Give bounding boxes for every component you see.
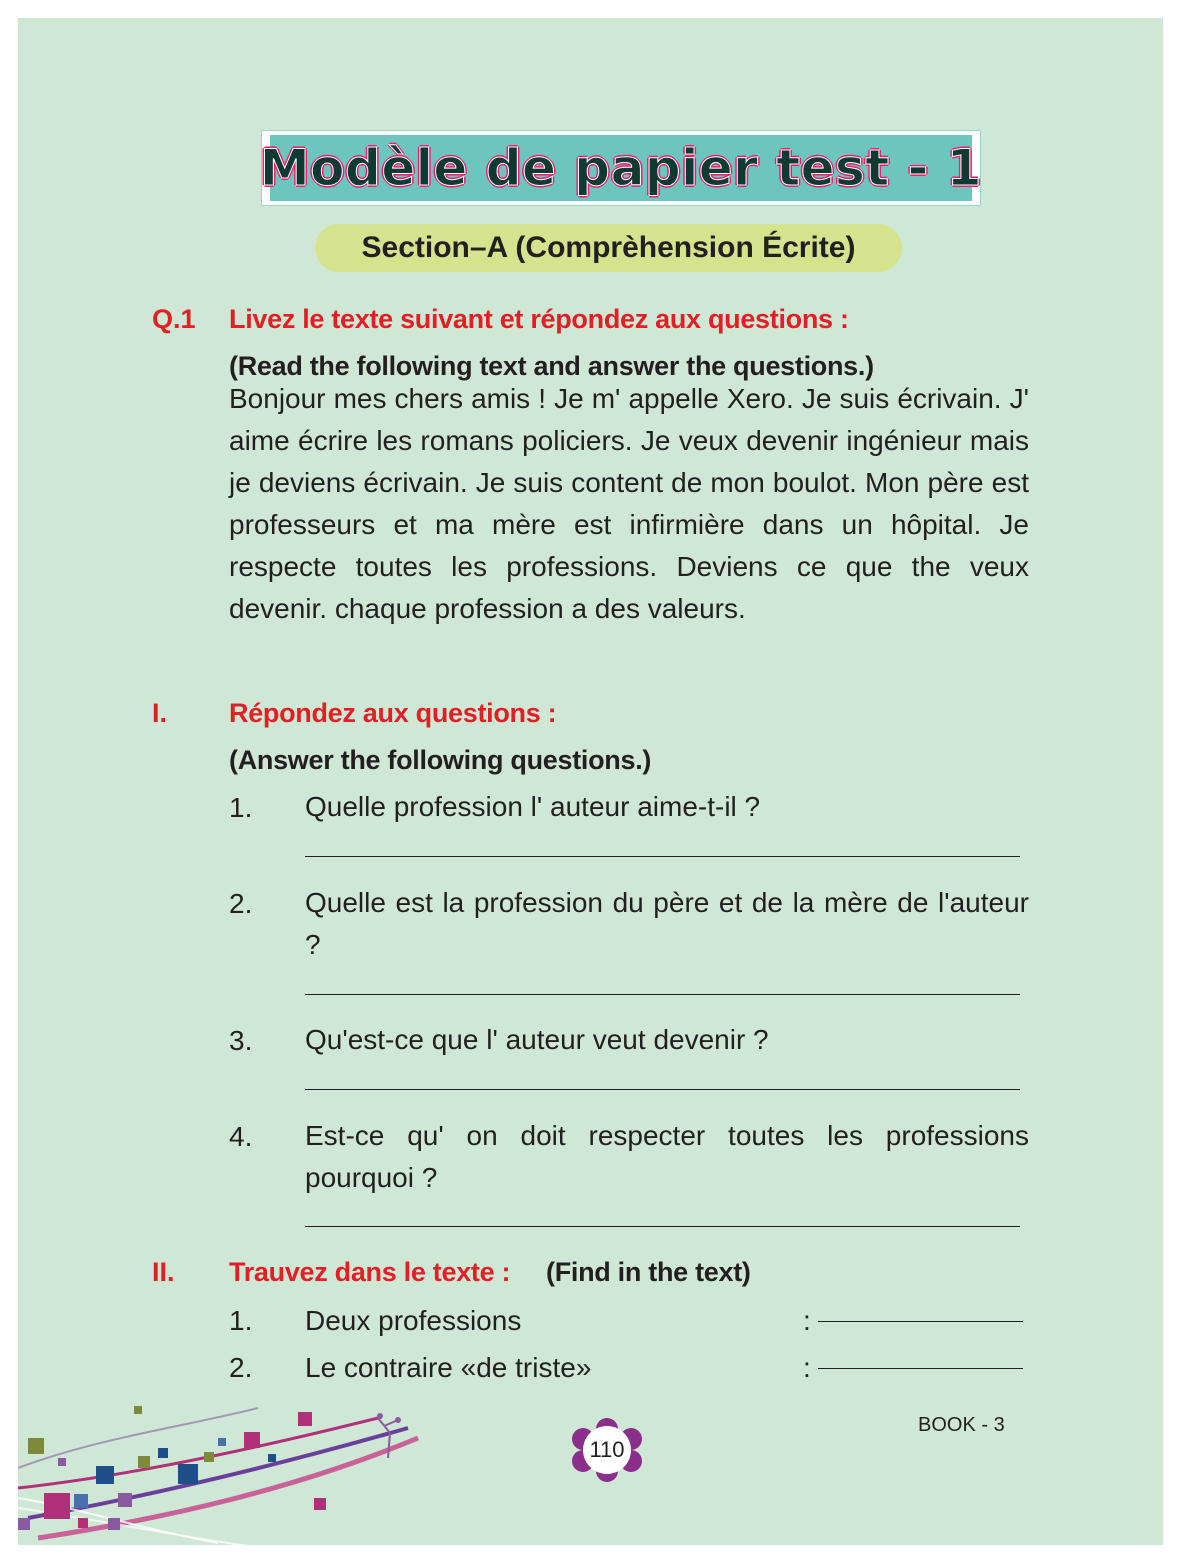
question-number: Q.1 (152, 304, 196, 334)
page (18, 18, 1163, 1545)
question-4-text: Est-ce qu' on doit respecter toutes les professions pourquoi ? (305, 1120, 1029, 1193)
decorative-swirl-graphic (18, 1398, 438, 1545)
page-number: 110 (589, 1437, 625, 1462)
question-3-text: Qu'est-ce que l' auteur veut devenir ? (305, 1024, 769, 1055)
page-number-badge (567, 1417, 647, 1483)
answer-line-4[interactable] (305, 1226, 1020, 1227)
part1-instruction-fr: Répondez aux questions : (229, 698, 557, 728)
part1-number: I. (152, 698, 168, 728)
book-label: BOOK - 3 (918, 1414, 1005, 1436)
find-item-1-answer-line[interactable] (818, 1321, 1023, 1322)
q1-instruction-fr: Livez le texte suivant et répondez aux questions : (229, 304, 849, 334)
find-item-1-number: 1. (229, 1305, 253, 1336)
find-item-2-answer-line[interactable] (818, 1368, 1023, 1369)
part2-number: II. (152, 1257, 175, 1287)
question-3-number: 3. (229, 1025, 253, 1056)
part2-instruction-en: (Find in the text) (546, 1257, 751, 1287)
question-1-text: Quelle profession l' auteur aime-t-il ? (305, 791, 761, 822)
title-banner (261, 130, 981, 206)
part2-instruction-fr: Trauvez dans le texte : (229, 1257, 511, 1287)
question-4-number: 4. (229, 1121, 253, 1152)
answer-line-1[interactable] (305, 856, 1020, 857)
find-item-2-number: 2. (229, 1352, 253, 1383)
reading-passage: Bonjour mes chers amis ! Je m' appelle Xero. Je suis écrivain. J' aime écrire les romans policiers. Je veux devenir ingénieur mais je deviens écrivain. Je suis content de mon boulot. Mon père est professeurs et ma mère est infirmière dans un hôpital. Je respecte toutes les professions. Deviens ce que the veux devenir. chaque profession a des valeurs. (229, 383, 1029, 624)
section-heading (315, 224, 902, 272)
answer-line-2[interactable] (305, 994, 1020, 995)
find-item-2-text: Le contraire «de triste» (305, 1352, 592, 1383)
answer-line-3[interactable] (305, 1089, 1020, 1090)
find-item-1-colon: : (803, 1305, 811, 1336)
question-2-number: 2. (229, 888, 253, 919)
find-item-1-text: Deux professions (305, 1305, 522, 1336)
title-banner-inner (259, 135, 983, 201)
q1-instruction-en: (Read the following text and answer the questions.) (229, 351, 874, 381)
question-1-number: 1. (229, 792, 253, 823)
page-title: Modèle de papier test - 1 (259, 139, 983, 197)
section-title: Section–A (Comprèhension Écrite) (361, 231, 856, 264)
find-item-2-colon: : (803, 1352, 811, 1383)
question-2-text: Quelle est la profession du père et de la mère de l'auteur ? (305, 887, 1029, 960)
part1-instruction-en: (Answer the following questions.) (229, 745, 652, 775)
